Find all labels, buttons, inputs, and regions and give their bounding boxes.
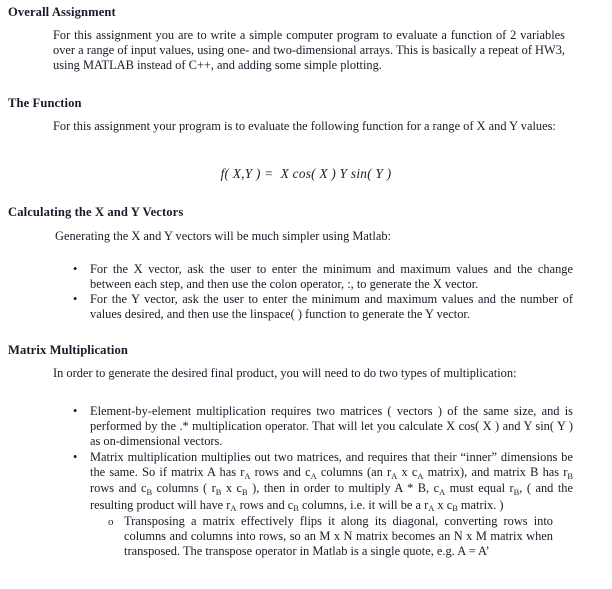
function-equation <box>0 166 612 182</box>
list-item <box>73 450 573 559</box>
paragraph-the-function: For this assignment your program is to evaluate the following function for a range of X and Y values: <box>53 119 556 133</box>
equation-rhs: X cos( X ) Y sin( Y ) <box>280 166 392 181</box>
list-item-text: Matrix multiplication multiplies out two matrices, and requires that their “inner” dimensions be the same. So if matrix A has $r_A$ rows and $c_A$ columns (an $r_A$ x $c_A$ matrix), and matrix B has $r_B$ rows and $c_B$ columns ( $r_B$ x $c_B$ ), then in order to multiply A * B, $c_A$ must equal $r_B$, ( and the resulting product will have $r_A$ rows and $c_B$ columns, i.e. it will be a $r_A$ x $c_B$ matrix. ) <box>90 450 574 513</box>
section-heading-matrix-multiplication: Matrix Multiplication <box>8 343 128 357</box>
list-item-text: For the Y vector, ask the user to enter the minimum and maximum values and the number of values desired, and then use the linspace( ) function to generate the Y vector. <box>90 292 573 322</box>
bullet-list-multiplication <box>73 404 573 559</box>
paragraph-matrix-multiplication: In order to generate the desired final product, you will need to do two types of multiplication: <box>53 366 517 380</box>
bullet-disc-icon <box>73 292 77 307</box>
list-item <box>73 262 573 292</box>
bullet-disc-icon <box>73 262 77 277</box>
section-heading-overall-assignment: Overall Assignment <box>8 5 116 19</box>
paragraph-calculating-vectors: Generating the X and Y vectors will be much simpler using Matlab: <box>55 229 391 243</box>
paragraph-overall-assignment: For this assignment you are to write a simple computer program to evaluate a function of 2 variables over a range of input values, using one- and two-dimensional arrays. This is basically a repeat of HW3, using MATLAB instead of C++, and adding some simple plotting. <box>53 28 565 73</box>
list-item <box>73 292 573 322</box>
equation-lhs: f( X,Y ) = <box>220 166 274 181</box>
list-item-text: For the X vector, ask the user to enter the minimum and maximum values and the change between each step, and then use the colon operator, :, to generate the X vector. <box>90 262 573 292</box>
bullet-circle-icon <box>108 514 114 531</box>
section-heading-the-function: The Function <box>8 96 82 110</box>
list-item <box>73 404 573 449</box>
section-heading-calculating-vectors: Calculating the X and Y Vectors <box>8 205 184 219</box>
sub-bullet-list-transpose <box>108 514 553 559</box>
bullet-disc-icon <box>73 450 77 465</box>
bullet-disc-icon <box>73 404 77 419</box>
list-item-text: Transposing a matrix effectively flips it along its diagonal, converting rows into columns and columns into rows, so an M x N matrix becomes an N x M matrix when transposed. The transpose operator in Matlab is a single quote, e.g. A = A’ <box>124 513 553 558</box>
list-item-text: Element-by-element multiplication requires two matrices ( vectors ) of the same size, and is performed by the .* multiplication operator. That will let you calculate X cos( X ) and Y sin( Y ) as on-dimensional vectors. <box>90 404 573 449</box>
list-item <box>108 514 553 559</box>
bullet-list-vectors <box>73 262 573 322</box>
